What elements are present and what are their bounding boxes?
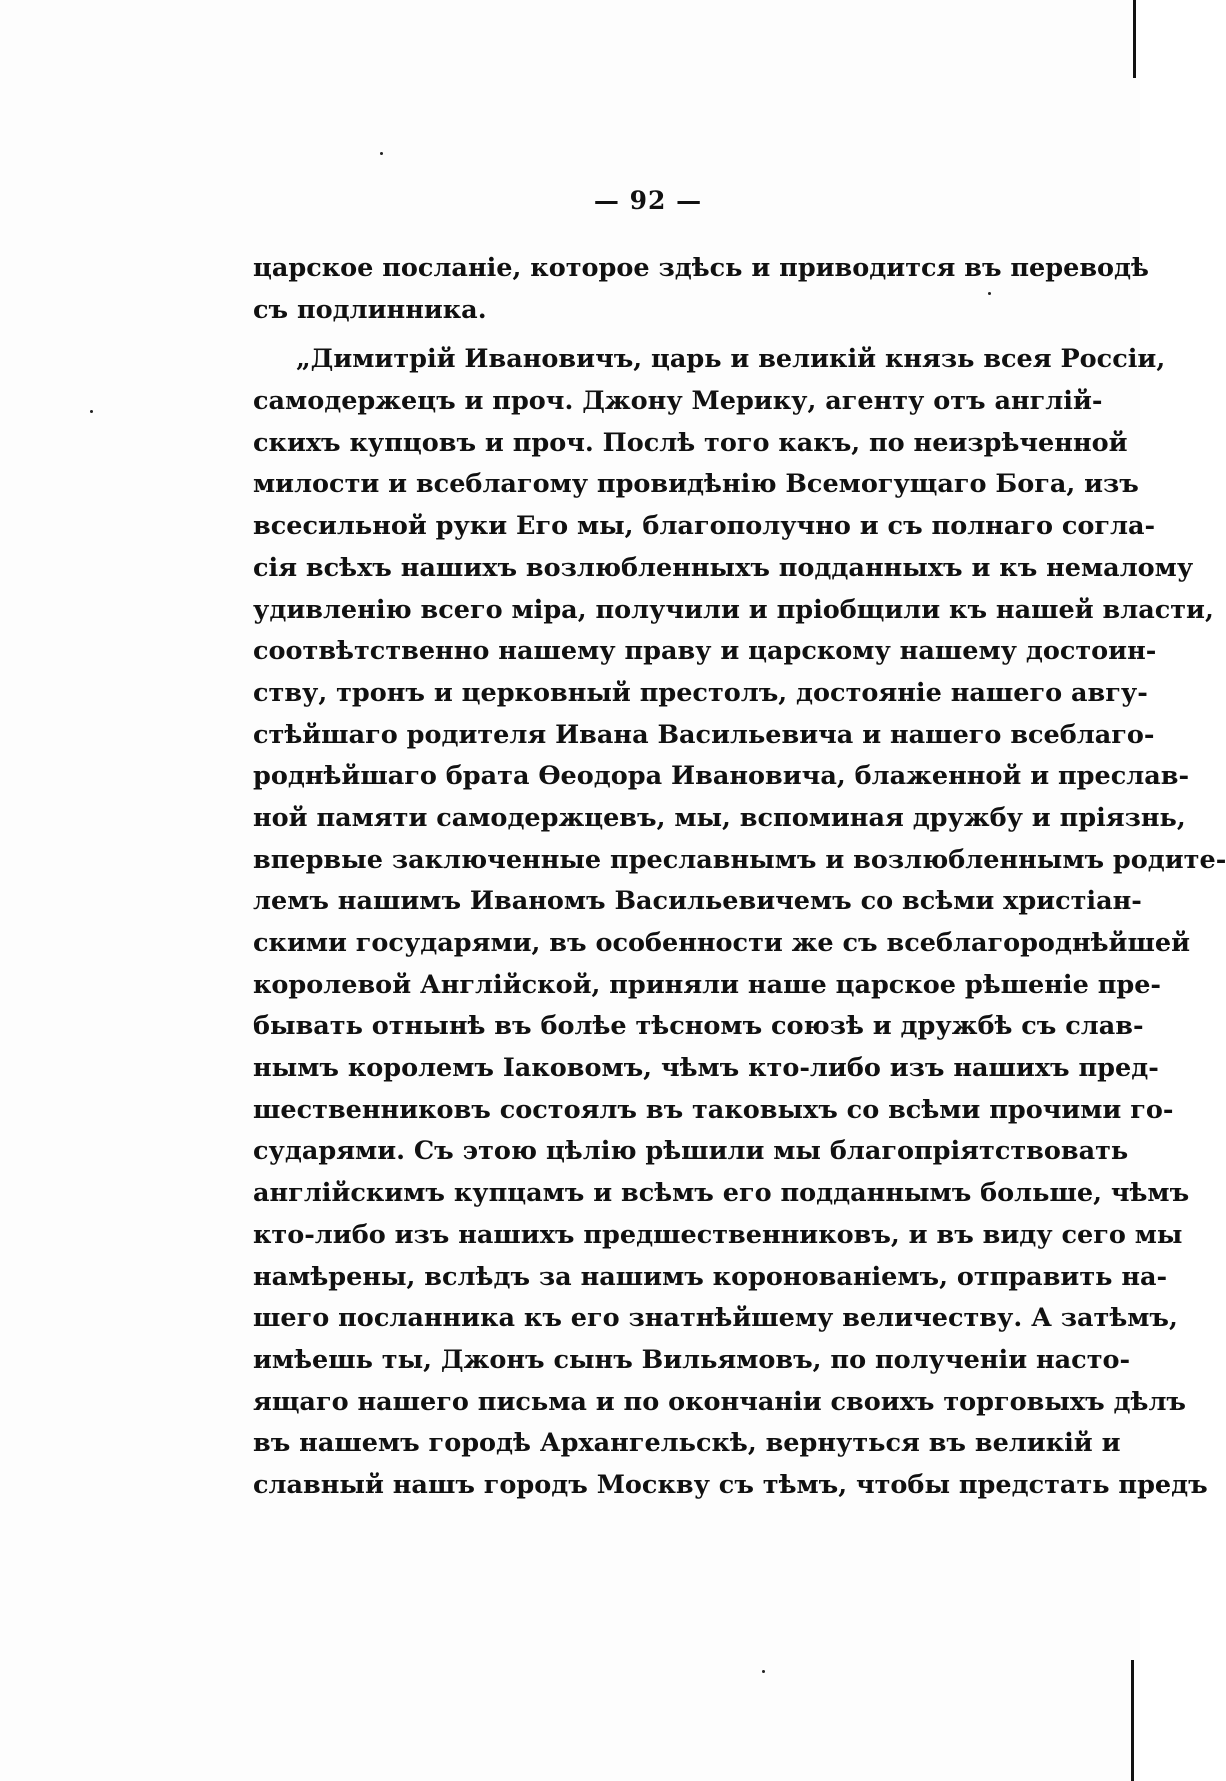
text-line: самодержецъ и проч. Джону Мерику, агенту отъ англій- [253,386,1103,417]
text-line: кто-либо изъ нашихъ предшественниковъ, и въ виду сего мы [253,1219,1183,1250]
text-line: „Димитрій Ивановичъ, царь и великій князь всея Россіи, [296,344,1166,375]
text-line: въ нашемъ городѣ Архангельскѣ, вернуться въ великій и [253,1428,1121,1459]
text-line: шего посланника къ его знатнѣйшему величеству. А затѣмъ, [253,1303,1178,1334]
text-line: скихъ купцовъ и проч. Послѣ того какъ, по неизрѣченной [253,427,1128,458]
scan-speck [90,410,93,413]
text-line: впервые заключенные преславнымъ и возлюбленнымъ родите- [253,844,1226,875]
text-line: нымъ королемъ Іаковомъ, чѣмъ кто-либо изъ нашихъ пред- [253,1053,1159,1084]
text-line: лемъ нашимъ Иваномъ Васильевичемъ со всѣми христіан- [253,886,1142,917]
text-line: королевой Англійской, приняли наше царское рѣшеніе пре- [253,969,1162,1000]
text-line: стѣйшаго родителя Ивана Васильевича и нашего всеблаго- [253,719,1155,750]
text-line: сударями. Съ этою цѣлію рѣшили мы благопріятствовать [253,1136,1129,1167]
text-line: ству, тронъ и церковный престолъ, достояніе нашего авгу- [253,677,1148,708]
text-line: скими государями, въ особенности же съ всеблагороднѣйшей [253,928,1190,958]
text-line: милости и всеблагому провидѣнію Всемогущаго Бога, изъ [253,469,1139,500]
scan-speck [380,152,383,155]
text-line: ящаго нашего письма и по окончаніи своихъ торговыхъ дѣлъ [253,1386,1186,1417]
paragraph-letter [253,339,1226,1506]
text-line: царское посланіе, которое здѣсь и приводится въ переводѣ [253,253,1149,283]
text-line: съ подлинника. [253,294,487,325]
body-text [253,248,1226,1507]
scan-speck [762,1670,765,1673]
text-line: соотвѣтственно нашему праву и царскому нашему достоин- [253,636,1157,667]
text-line: роднѣйшаго брата Ѳеодора Ивановича, блаженной и преслав- [253,761,1190,792]
text-line: англійскимъ купцамъ и всѣмъ его подданнымъ больше, чѣмъ [253,1178,1190,1209]
text-line: сія всѣхъ нашихъ возлюбленныхъ подданныхъ и къ немалому [253,552,1194,583]
text-line: бывать отнынѣ въ болѣе тѣсномъ союзѣ и дружбѣ съ слав- [253,1011,1144,1042]
scan-edge-mark-top [1133,0,1136,78]
text-line: славный нашъ городъ Москву съ тѣмъ, чтобы предстать предъ [253,1469,1208,1500]
paragraph-gap [253,331,1043,339]
scan-edge-mark-bottom [1131,1660,1134,1781]
text-line: намѣрены, вслѣдъ за нашимъ коронованіемъ, отправить на- [253,1261,1168,1292]
paragraph-intro [253,248,1149,331]
text-line: шественниковъ состоялъ въ таковыхъ со всѣми прочими го- [253,1094,1174,1125]
text-line: всесильной руки Его мы, благополучно и съ полнаго согла- [253,511,1156,542]
page-number: — 92 — [593,186,703,215]
text-line: ной памяти самодержцевъ, мы, вспоминая дружбу и пріязнь, [253,802,1186,833]
text-line: имѣешь ты, Джонъ сынъ Вильямовъ, по полученіи насто- [253,1344,1131,1375]
text-line: удивленію всего міра, получили и пріобщили къ нашей власти, [253,594,1214,625]
